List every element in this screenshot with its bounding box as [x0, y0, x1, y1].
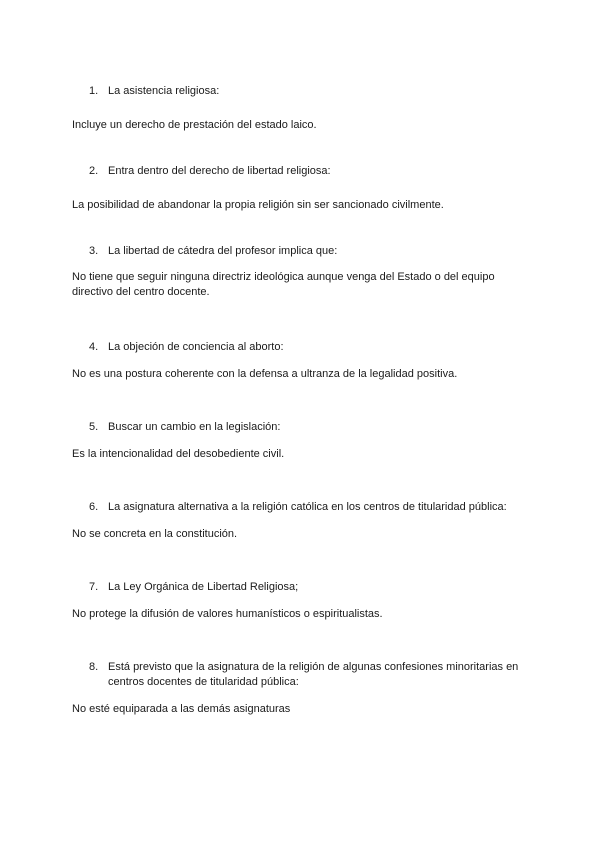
question-text: Está previsto que la asignatura de la religión de algunas confesiones minoritarias en centros docentes de titularidad pública: — [108, 661, 519, 688]
question-number: 7. — [89, 581, 99, 593]
question-number: 5. — [89, 421, 99, 433]
answer-text: No esté equiparada a las demás asignaturas — [72, 703, 291, 715]
answer-text: La posibilidad de abandonar la propia religión sin ser sancionado civilmente. — [72, 199, 444, 211]
answer-text: Incluye un derecho de prestación del estado laico. — [72, 119, 317, 131]
answer-text: No es una postura coherente con la defensa a ultranza de la legalidad positiva. — [72, 368, 458, 380]
qa-item — [72, 580, 532, 622]
answer-text: No tiene que seguir ninguna directriz ideológica aunque venga del Estado o del equipo directivo del centro docente. — [72, 271, 495, 298]
question — [72, 84, 532, 99]
qa-item — [72, 660, 532, 717]
question — [72, 244, 532, 259]
question — [72, 340, 532, 355]
qa-item — [72, 500, 532, 542]
qa-item — [72, 340, 532, 382]
question — [72, 580, 532, 595]
question-text: La asistencia religiosa: — [108, 85, 220, 97]
question-number: 3. — [89, 245, 99, 257]
answer-text: No se concreta en la constitución. — [72, 528, 238, 540]
question-text: Buscar un cambio en la legislación: — [108, 421, 281, 433]
question — [72, 164, 532, 179]
question-number: 8. — [89, 661, 99, 673]
question — [72, 660, 524, 690]
answer-text: Es la intencionalidad del desobediente civil. — [72, 448, 285, 460]
question-number: 4. — [89, 341, 99, 353]
qa-item — [72, 244, 532, 300]
qa-item — [72, 84, 532, 133]
question-text: La libertad de cátedra del profesor implica que: — [108, 245, 338, 257]
answer-text: No protege la difusión de valores humanísticos o espiritualistas. — [72, 608, 383, 620]
question-text: La Ley Orgánica de Libertad Religiosa; — [108, 581, 299, 593]
question-text: Entra dentro del derecho de libertad religiosa: — [108, 165, 331, 177]
qa-item — [72, 164, 532, 213]
question — [72, 420, 532, 435]
question-text: La asignatura alternativa a la religión católica en los centros de titularidad pública: — [108, 501, 507, 513]
question-text: La objeción de conciencia al aborto: — [108, 341, 284, 353]
question-number: 6. — [89, 501, 99, 513]
question-number: 2. — [89, 165, 99, 177]
qa-item — [72, 420, 532, 462]
question — [72, 500, 532, 515]
question-number: 1. — [89, 85, 99, 97]
